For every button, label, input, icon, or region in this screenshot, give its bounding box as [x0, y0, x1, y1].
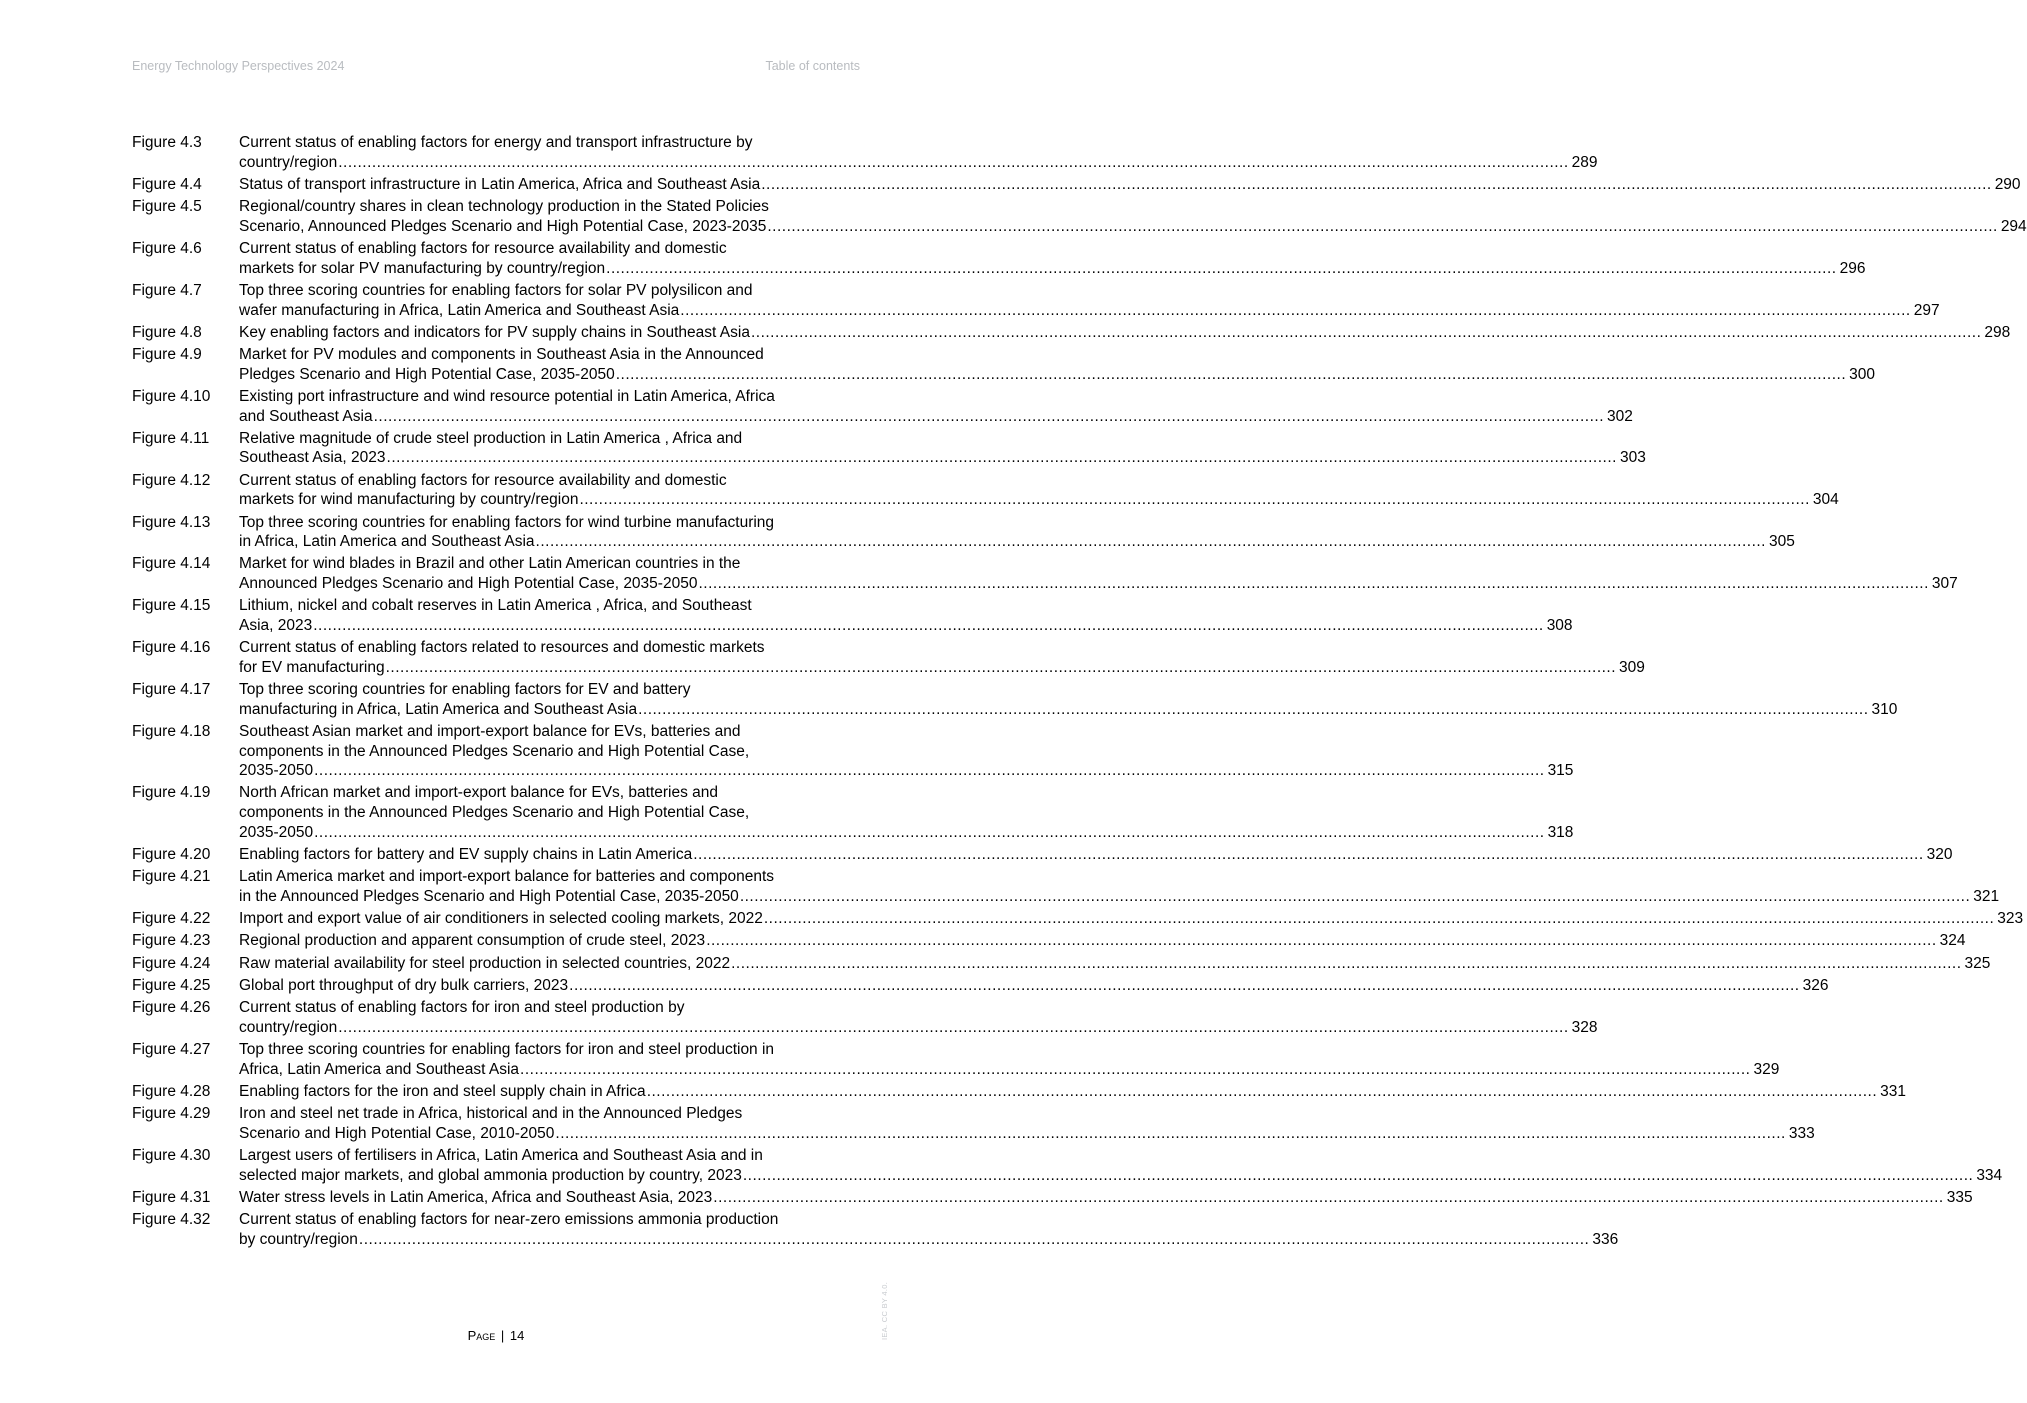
figure-caption — [239, 976, 1828, 996]
caption-last-line — [239, 323, 2010, 343]
toc-entry[interactable] — [132, 1040, 1780, 1079]
figure-caption — [239, 1104, 1815, 1143]
figure-number: Figure 4.25 — [132, 976, 211, 994]
figure-number: Figure 4.14 — [132, 555, 211, 573]
figure-caption — [239, 931, 1966, 951]
figure-caption — [239, 323, 2010, 343]
page-number: 14 — [509, 1328, 525, 1343]
dot-leader — [731, 954, 1961, 974]
caption-line: components in the Announced Pledges Scenario and High Potential Case, — [239, 742, 750, 760]
toc-entry[interactable] — [132, 1210, 1619, 1249]
dot-leader — [767, 217, 1997, 237]
page-reference[interactable]: 335 — [1946, 1188, 1973, 1206]
page-reference[interactable]: 323 — [1997, 910, 2024, 928]
caption-line: Key enabling factors and indicators for PV supply chains in Southeast Asia — [239, 323, 750, 341]
toc-entry[interactable] — [132, 175, 2021, 195]
caption-line: selected major markets, and global ammonia production by country, 2023 — [239, 1166, 742, 1184]
caption-line: and Southeast Asia — [239, 407, 373, 425]
figure-caption — [239, 281, 1940, 320]
page-reference[interactable]: 308 — [1546, 616, 1573, 634]
figure-caption — [239, 845, 1953, 865]
figure-number: Figure 4.8 — [132, 323, 202, 341]
caption-last-line — [239, 259, 1865, 279]
caption-line: markets for wind manufacturing by country/region — [239, 491, 579, 509]
toc-entry[interactable] — [132, 596, 1573, 635]
figure-number: Figure 4.22 — [132, 910, 211, 928]
toc-entry[interactable] — [132, 909, 2024, 929]
dot-leader — [680, 301, 1910, 321]
caption-line: Current status of enabling factors related to resources and domestic markets — [239, 639, 765, 657]
figure-caption — [239, 197, 2027, 236]
page-reference[interactable]: 305 — [1768, 533, 1795, 551]
figure-number: Figure 4.28 — [132, 1082, 211, 1100]
caption-last-line — [239, 1188, 1973, 1208]
figure-caption — [239, 1146, 2002, 1185]
page-reference[interactable]: 324 — [1939, 932, 1966, 950]
figure-caption — [239, 345, 1875, 384]
caption-line: in Africa, Latin America and Southeast Asia — [239, 533, 535, 551]
figure-number: Figure 4.12 — [132, 471, 211, 489]
toc-entry[interactable] — [132, 513, 1795, 552]
toc-entry[interactable] — [132, 429, 1646, 468]
figure-caption — [239, 722, 1573, 781]
caption-line: Asia, 2023 — [239, 616, 313, 634]
caption-line: Market for PV modules and components in Southeast Asia in the Announced — [239, 346, 764, 364]
figure-number: Figure 4.26 — [132, 999, 211, 1017]
toc-entry[interactable] — [132, 239, 1866, 278]
page-reference[interactable]: 325 — [1964, 954, 1991, 972]
caption-last-line — [239, 1230, 1618, 1250]
caption-line: Southeast Asia, 2023 — [239, 449, 386, 467]
dot-leader — [374, 407, 1604, 427]
dot-leader — [740, 887, 1970, 907]
page-reference[interactable]: 307 — [1931, 575, 1958, 593]
figure-caption — [239, 1040, 1779, 1079]
page-reference[interactable]: 310 — [1871, 700, 1898, 718]
page-reference[interactable]: 290 — [1994, 175, 2021, 193]
figure-number: Figure 4.7 — [132, 281, 202, 299]
caption-line: Scenario and High Potential Case, 2010-2050 — [239, 1124, 555, 1142]
page-footer — [0, 1328, 992, 1343]
figure-caption — [239, 596, 1573, 635]
caption-last-line — [239, 954, 1990, 974]
page-reference[interactable]: 321 — [1973, 887, 2000, 905]
figure-number: Figure 4.15 — [132, 597, 211, 615]
caption-line: country/region — [239, 153, 338, 171]
caption-last-line — [239, 616, 1573, 636]
caption-line: for EV manufacturing — [239, 658, 385, 676]
caption-line: Current status of enabling factors for resource availability and domestic — [239, 471, 727, 489]
caption-line: Top three scoring countries for enabling factors for wind turbine manufacturing — [239, 513, 775, 531]
caption-line: Current status of enabling factors for resource availability and domestic — [239, 240, 727, 258]
caption-line: Southeast Asian market and import-export balance for EVs, batteries and — [239, 722, 741, 740]
dot-leader — [706, 931, 1936, 951]
figure-number: Figure 4.3 — [132, 134, 202, 151]
dot-leader — [743, 1166, 1973, 1186]
page-reference[interactable]: 298 — [1984, 323, 2011, 341]
caption-last-line — [239, 448, 1646, 468]
caption-line: Top three scoring countries for enabling factors for solar PV polysilicon and — [239, 281, 753, 299]
dot-leader — [314, 761, 1544, 781]
toc-entry[interactable] — [132, 783, 1574, 842]
caption-last-line — [239, 761, 1573, 781]
figure-caption — [239, 175, 2021, 195]
running-header — [132, 59, 860, 75]
caption-line: country/region — [239, 1018, 338, 1036]
figure-number: Figure 4.4 — [132, 175, 202, 193]
dot-leader — [751, 323, 1981, 343]
caption-line: Largest users of fertilisers in Africa, Latin America and Southeast Asia and in — [239, 1147, 763, 1165]
figure-number: Figure 4.10 — [132, 387, 211, 405]
caption-line: Latin America market and import-export balance for batteries and components — [239, 868, 775, 886]
figure-caption — [239, 783, 1573, 842]
toc-entry[interactable] — [132, 867, 2000, 906]
document-title: Energy Technology Perspectives 2024 — [132, 59, 345, 73]
figure-caption — [239, 998, 1598, 1037]
toc-entry[interactable] — [132, 976, 1829, 996]
toc-entry[interactable] — [132, 1104, 1815, 1143]
page-reference[interactable]: 297 — [1913, 301, 1940, 319]
dot-leader — [638, 700, 1868, 720]
figure-caption — [239, 954, 1990, 974]
page-reference[interactable]: 304 — [1812, 491, 1839, 509]
page-reference[interactable]: 334 — [1976, 1166, 2003, 1184]
figure-number: Figure 4.16 — [132, 639, 211, 657]
figure-caption — [239, 1188, 1973, 1208]
figure-number: Figure 4.17 — [132, 681, 211, 699]
caption-last-line — [239, 574, 1958, 594]
figure-caption — [239, 133, 1598, 172]
dot-leader — [616, 365, 1846, 385]
caption-last-line — [239, 407, 1633, 427]
figure-caption — [239, 638, 1645, 677]
dot-leader — [387, 448, 1617, 468]
caption-line: in the Announced Pledges Scenario and High Potential Case, 2035-2050 — [239, 887, 739, 905]
caption-line: Water stress levels in Latin America, Africa and Southeast Asia, 2023 — [239, 1188, 713, 1206]
page-reference[interactable]: 320 — [1926, 845, 1953, 863]
caption-line: Current status of enabling factors for near-zero emissions ammonia production — [239, 1211, 779, 1229]
toc-entry[interactable] — [132, 323, 2011, 343]
figure-number: Figure 4.5 — [132, 198, 202, 216]
caption-line: Top three scoring countries for enabling factors for iron and steel production in — [239, 1041, 775, 1059]
caption-line: by country/region — [239, 1230, 358, 1248]
figure-number: Figure 4.23 — [132, 932, 211, 950]
caption-last-line — [239, 490, 1839, 510]
figure-number: Figure 4.21 — [132, 868, 211, 886]
page-reference[interactable]: 294 — [2000, 217, 2027, 235]
caption-last-line — [239, 1124, 1815, 1144]
page-reference[interactable]: 302 — [1607, 407, 1633, 425]
dot-leader — [536, 532, 1766, 552]
caption-last-line — [239, 1082, 1906, 1102]
dot-leader — [520, 1060, 1750, 1080]
page-reference[interactable]: 333 — [1788, 1124, 1815, 1142]
caption-last-line — [239, 823, 1573, 843]
caption-last-line — [239, 1060, 1779, 1080]
section-title: Table of contents — [765, 59, 860, 73]
dot-leader — [647, 1082, 1877, 1102]
toc-entry[interactable] — [132, 954, 1991, 974]
caption-last-line — [239, 909, 2023, 929]
page-separator: | — [500, 1328, 505, 1343]
toc-entry[interactable] — [132, 345, 1876, 384]
caption-last-line — [239, 365, 1875, 385]
caption-line: Current status of enabling factors for iron and steel production by — [239, 999, 685, 1017]
dot-leader — [386, 658, 1616, 678]
figure-number: Figure 4.24 — [132, 954, 211, 972]
dot-leader — [569, 976, 1799, 996]
figure-caption — [239, 513, 1795, 552]
caption-last-line — [239, 301, 1940, 321]
figure-number: Figure 4.18 — [132, 722, 211, 740]
figure-number: Figure 4.20 — [132, 845, 211, 863]
toc-entry[interactable] — [132, 1082, 1906, 1102]
dot-leader — [579, 490, 1809, 510]
figure-number: Figure 4.27 — [132, 1041, 211, 1059]
dot-leader — [713, 1188, 1943, 1208]
caption-line: Import and export value of air conditioners in selected cooling markets, 2022 — [239, 910, 763, 928]
caption-line: Enabling factors for the iron and steel supply chain in Africa — [239, 1082, 646, 1100]
caption-line: 2035-2050 — [239, 823, 314, 841]
dot-leader — [359, 1230, 1589, 1250]
page-reference[interactable]: 328 — [1571, 1018, 1598, 1036]
caption-line: Raw material availability for steel production in selected countries, 2022 — [239, 954, 731, 972]
figure-caption — [239, 680, 1897, 719]
caption-line: Iron and steel net trade in Africa, historical and in the Announced Pledges — [239, 1105, 743, 1123]
page-label: Page — [467, 1328, 496, 1343]
dot-leader — [761, 175, 1991, 195]
caption-line: components in the Announced Pledges Scenario and High Potential Case, — [239, 804, 750, 821]
page-reference[interactable]: 309 — [1619, 658, 1645, 676]
caption-last-line — [239, 700, 1897, 720]
figure-caption — [239, 1210, 1618, 1249]
page-reference[interactable]: 296 — [1839, 259, 1866, 277]
toc-entry[interactable] — [132, 845, 1953, 865]
toc-entry[interactable] — [132, 638, 1645, 677]
dot-leader — [314, 823, 1544, 843]
caption-line: Top three scoring countries for enabling factors for EV and battery — [239, 681, 691, 699]
figure-number: Figure 4.11 — [132, 429, 210, 447]
caption-line: Status of transport infrastructure in Latin America, Africa and Southeast Asia — [239, 175, 761, 193]
caption-line: Regional/country shares in clean technology production in the Stated Policies — [239, 198, 769, 216]
caption-line: North African market and import-export balance for EVs, batteries and — [239, 784, 719, 802]
caption-last-line — [239, 1166, 2002, 1186]
page-reference[interactable]: 326 — [1802, 976, 1829, 994]
figure-caption — [239, 429, 1646, 468]
license-note: IEA. CC BY 4.0. — [880, 1281, 889, 1340]
figure-number: Figure 4.6 — [132, 240, 202, 258]
caption-line: Lithium, nickel and cobalt reserves in Latin America , Africa, and Southeast — [239, 597, 752, 615]
caption-last-line — [239, 887, 1999, 907]
caption-last-line — [239, 1018, 1598, 1038]
caption-line: Current status of enabling factors for energy and transport infrastructure by — [239, 134, 753, 151]
caption-line: Global port throughput of dry bulk carriers, 2023 — [239, 976, 569, 994]
caption-last-line — [239, 931, 1966, 951]
caption-last-line — [239, 153, 1598, 173]
page-reference[interactable]: 315 — [1547, 762, 1574, 780]
figure-caption — [239, 867, 1999, 906]
caption-line: Enabling factors for battery and EV supply chains in Latin America — [239, 845, 693, 863]
caption-line: Scenario, Announced Pledges Scenario and High Potential Case, 2023-2035 — [239, 217, 767, 235]
caption-last-line — [239, 976, 1828, 996]
toc-entry[interactable] — [132, 197, 2027, 236]
toc-entry[interactable] — [132, 722, 1574, 781]
caption-line: 2035-2050 — [239, 762, 314, 780]
page-reference[interactable]: 303 — [1619, 449, 1646, 467]
figure-caption — [239, 1082, 1906, 1102]
toc-entry[interactable] — [132, 133, 1598, 172]
figure-number: Figure 4.31 — [132, 1188, 211, 1206]
caption-line: Announced Pledges Scenario and High Potential Case, 2035-2050 — [239, 575, 698, 593]
dot-leader — [555, 1124, 1785, 1144]
page-reference[interactable]: 289 — [1571, 153, 1598, 171]
toc-entry[interactable] — [132, 998, 1598, 1037]
caption-line: Africa, Latin America and Southeast Asia — [239, 1060, 520, 1078]
dot-leader — [698, 574, 1928, 594]
caption-line: Existing port infrastructure and wind resource potential in Latin America, Africa — [239, 387, 775, 405]
caption-last-line — [239, 532, 1795, 552]
dot-leader — [693, 845, 1923, 865]
figure-number: Figure 4.32 — [132, 1211, 211, 1229]
page-reference[interactable]: 318 — [1547, 823, 1574, 841]
toc-entry[interactable] — [132, 1146, 2003, 1185]
figure-number: Figure 4.13 — [132, 513, 211, 531]
page-reference[interactable]: 300 — [1849, 365, 1876, 383]
toc-entry[interactable] — [132, 387, 1633, 426]
figure-caption — [239, 471, 1839, 510]
caption-line: Pledges Scenario and High Potential Case, 2035-2050 — [239, 365, 615, 383]
caption-line: Market for wind blades in Brazil and other Latin American countries in the — [239, 555, 741, 573]
figure-number: Figure 4.9 — [132, 346, 202, 364]
figure-caption — [239, 909, 2023, 929]
figure-caption — [239, 554, 1958, 593]
toc-entry[interactable] — [132, 680, 1898, 719]
caption-last-line — [239, 845, 1953, 865]
dot-leader — [338, 153, 1568, 173]
toc-entry[interactable] — [132, 931, 1966, 951]
toc-entry[interactable] — [132, 1188, 1973, 1208]
caption-last-line — [239, 217, 2027, 237]
caption-line: wafer manufacturing in Africa, Latin America and Southeast Asia — [239, 301, 680, 319]
page-reference[interactable]: 329 — [1753, 1060, 1780, 1078]
caption-line: Regional production and apparent consumption of crude steel, 2023 — [239, 932, 706, 950]
figure-caption — [239, 387, 1633, 426]
page-reference[interactable]: 336 — [1592, 1230, 1619, 1248]
dot-leader — [764, 909, 1994, 929]
table-of-figures — [132, 133, 2027, 1252]
caption-line: manufacturing in Africa, Latin America and Southeast Asia — [239, 700, 638, 718]
toc-entry[interactable] — [132, 554, 1958, 593]
toc-entry[interactable] — [132, 471, 1839, 510]
caption-last-line — [239, 658, 1645, 678]
figure-number: Figure 4.30 — [132, 1147, 211, 1165]
dot-leader — [338, 1018, 1568, 1038]
page-reference[interactable]: 331 — [1880, 1082, 1906, 1100]
figure-number: Figure 4.19 — [132, 784, 211, 802]
caption-line: markets for solar PV manufacturing by country/region — [239, 259, 606, 277]
caption-last-line — [239, 175, 2021, 195]
figure-number: Figure 4.29 — [132, 1105, 211, 1123]
toc-entry[interactable] — [132, 281, 1940, 320]
dot-leader — [313, 616, 1543, 636]
dot-leader — [606, 259, 1836, 279]
figure-caption — [239, 239, 1865, 278]
caption-line: Relative magnitude of crude steel production in Latin America , Africa and — [239, 429, 743, 447]
